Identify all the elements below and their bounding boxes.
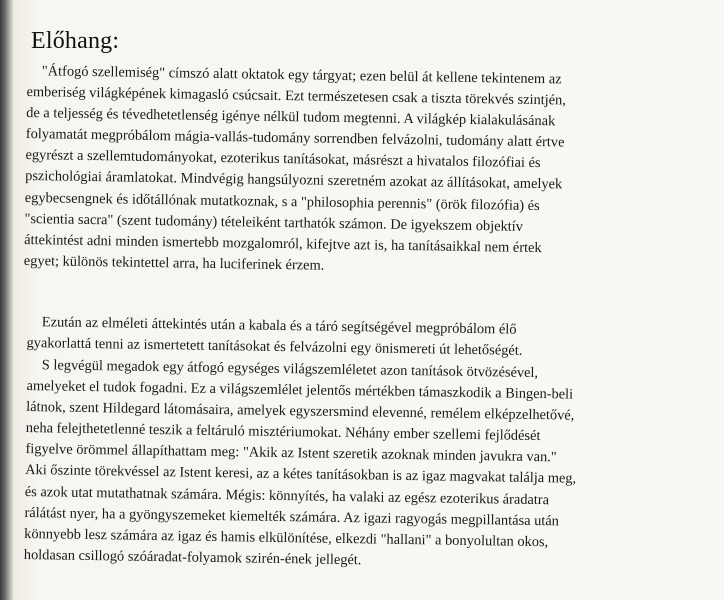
text-line: pszichológiai áramlatokat. Mindvégig hangsúlyozni szeretném azokat az állításokat, amelyek — [25, 168, 563, 193]
text-line: Aki őszinte törekvéssel az Istent keresi, az a kétes tanításokban is az igaz magvakat találja meg, — [25, 462, 577, 488]
paragraph-1 — [24, 61, 717, 283]
text-line: holdasan csillogó szóáradat-folyamok szirén-ének jellegét. — [23, 546, 362, 569]
text-line: folyamatát megpróbálom mágia-vallás-tudomány sorrendben felvázolni, tudomány alatt értve — [25, 126, 565, 151]
text-line: neha felejthetetlenné teszik a feltáruló misztériumokat. Néhány ember szellemi fejlődését — [25, 420, 541, 445]
paragraph-3 — [24, 355, 717, 577]
text-line: amelyeket el tudok fogadni. Ez a világszemlélet jelentős mértékben támaszkodik a Bingen-beli — [26, 378, 574, 403]
text-line: S legvégül megadok egy átfogó egységes világszemléletet azon tanítások ötvözésével, — [41, 357, 539, 382]
text-line: gyakorlattá tenni az ismertetett tanításokat és felvázolni egy önismereti út lehetőségét. — [26, 335, 523, 359]
page-heading: Előhang: — [31, 28, 120, 54]
text-line: könnyebb lesz számára az igaz és hamis elkülönítése, elkezdi "hallani" a bonyolultan okos, — [24, 525, 549, 550]
text-line: figyelve örömmel állapíthattam meg: "Akik az Istent szeretik azoknak minden javukra van." — [25, 441, 557, 466]
text-line: Ezután az elméleti áttekintés után a kabala és a táró segítségével megpróbálom élő — [41, 314, 517, 338]
text-line: látnok, szent Hildegard látomásaira, amelyek egyszersmind elevenné, remélem elképzelhetővé, — [26, 399, 575, 424]
text-line: rálátást nyer, ha a gyöngyszemeket kiemelték számára. Az igazi ragyogás megpillantása után — [24, 504, 560, 530]
text-line: egyet; különös tekintettel arra, ha luciferinek érzem. — [23, 252, 325, 274]
text-line: áttekintést adni minden ismertebb mozgalomról, kifejtve azt is, ha tanításaikkal nem értek — [24, 231, 542, 256]
text-line: egyrészt a szellemtudományokat, ezoterikus tanításokat, másrészt a hivatalos filozófiai és — [25, 147, 541, 172]
text-line: emberiség világképének kimagasló csúcsait. Ezt természetesen csak a tiszta törekvés szintjén, — [26, 84, 567, 109]
text-line: de a teljesség és tévedhetetlenség igénye nélkül tudom megtenni. A világkép kialakulásának — [26, 105, 556, 130]
text-line: egybecsengnek és időtállónak mutatkoznak, s a "philosophia perennis" (örök filozófia) és — [24, 189, 540, 214]
text-line: "Átfogó szellemiség" címszó alatt oktatok egy tárgyat; ezen belül át kellene tekintenem az — [41, 63, 562, 88]
text-line: és azok utat mutathatnak számára. Mégis: könnyítés, ha valaki az egész ezoterikus áradatra — [24, 483, 550, 508]
text-line: "scientia sacra" (szent tudomány) tételeiként tarthatók számon. De igyekszem objektív — [24, 210, 524, 235]
